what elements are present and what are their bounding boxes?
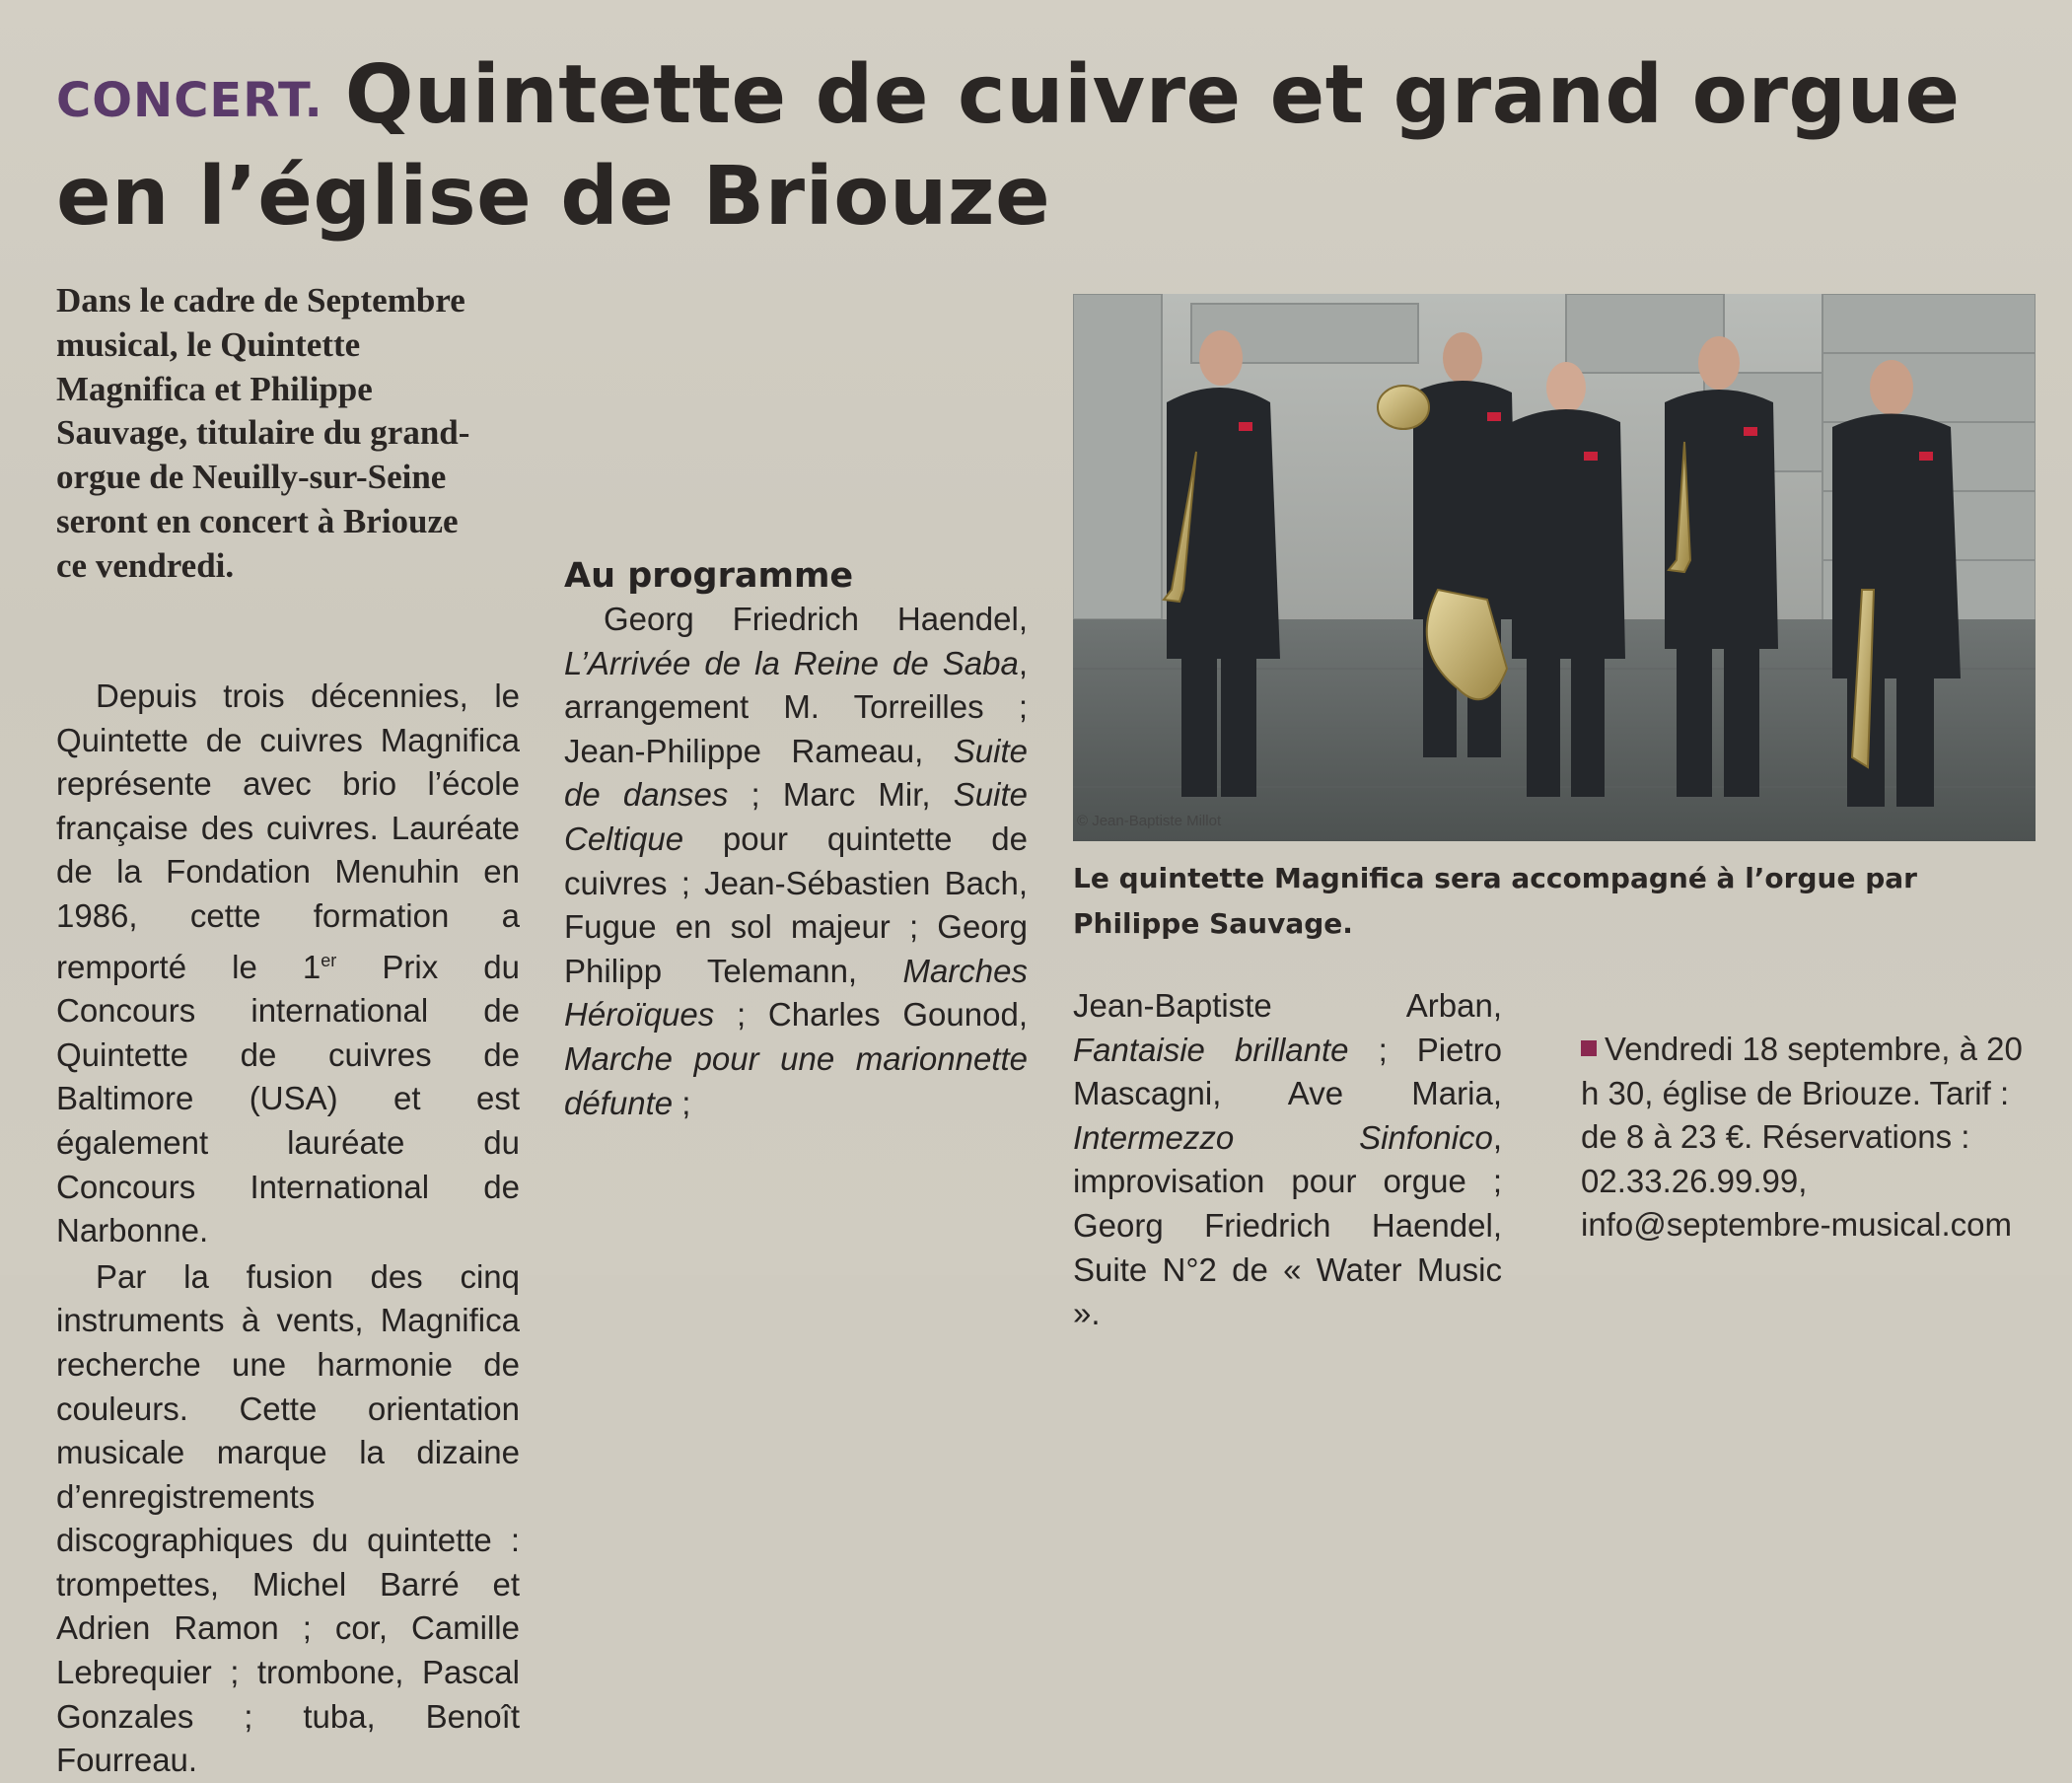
photo-illustration <box>1073 294 2036 841</box>
body-paragraph-1: Depuis trois décennies, le Quintette de cuivres Magnifica représente avec brio l’école française des cuivres. Lauréate de la Fondation Menuhin en 1986, cette formation a remporté le 1er Prix du Concours international de Quintette de cuivres de Baltimore (USA) et est également lauréate du Concours International de Narbonne. <box>56 678 521 1249</box>
program-list: Georg Friedrich Haendel, L’Arrivée de la Reine de Saba, arrangement M. Torreilles ; Jean-Philippe Rameau, Suite de danses ; Marc Mir, Suite Celtique pour quintette de cuivres ; Jean-Sébastien Bach, Fugue en sol majeur ; Georg Philipp Telemann, Marches Héroïques ; Charles Gounod, Marche pour une marionnette défunte ; <box>564 601 1028 1121</box>
lead-paragraph <box>56 279 480 589</box>
column-3 <box>1073 984 1502 1336</box>
body-paragraph-2: Par la fusion des cinq instruments à vents, Magnifica recherche une harmonie de couleurs. Cette orientation musicale marque la dizaine d’enregistrements discographiques du quintette : trompettes, Michel Barré et Adrien Ramon ; cor, Camille Lebrequier ; trombone, Pascal Gonzales ; tuba, Benoît Fourreau. <box>56 1257 520 1779</box>
kicker: CONCERT. <box>56 73 323 128</box>
bullet-icon <box>1581 1040 1597 1056</box>
event-info-box <box>1581 1028 2044 1248</box>
page-title: Quintette de cuivre et grand orgue en l’église de Briouze <box>56 48 1961 244</box>
body-paragraph-2-cont <box>564 280 1028 533</box>
quintet-photo <box>1073 294 2036 841</box>
lead-text: Dans le cadre de Septembre musical, le Quintette Magnifica et Philippe Sauvage, titulaire du grand-orgue de Neuilly-sur-Seine seront en concert à Briouze ce vendredi. <box>56 281 470 585</box>
photo-caption: Le quintette Magnifica sera accompagné à l’orgue par Philippe Sauvage. <box>1073 862 1917 940</box>
section-heading: Au programme <box>564 556 854 596</box>
column-1 <box>56 675 520 1783</box>
headline <box>56 47 1989 245</box>
column-2 <box>564 280 1028 1125</box>
program-list-continued: Jean-Baptiste Arban, Fantaisie brillante ; Pietro Mascagni, Ave Maria, Intermezzo Sinfonico, improvisation pour orgue ; Georg Friedrich Haendel, Suite N°2 de « Water Music ». <box>1073 987 1502 1332</box>
event-info: Vendredi 18 septembre, à 20 h 30, église de Briouze. Tarif : de 8 à 23 €. Réservations : 02.33.26.99.99, info@septembre-musical.com <box>1581 1031 2023 1244</box>
photo-credit: © Jean-Baptiste Millot <box>1077 813 1222 829</box>
